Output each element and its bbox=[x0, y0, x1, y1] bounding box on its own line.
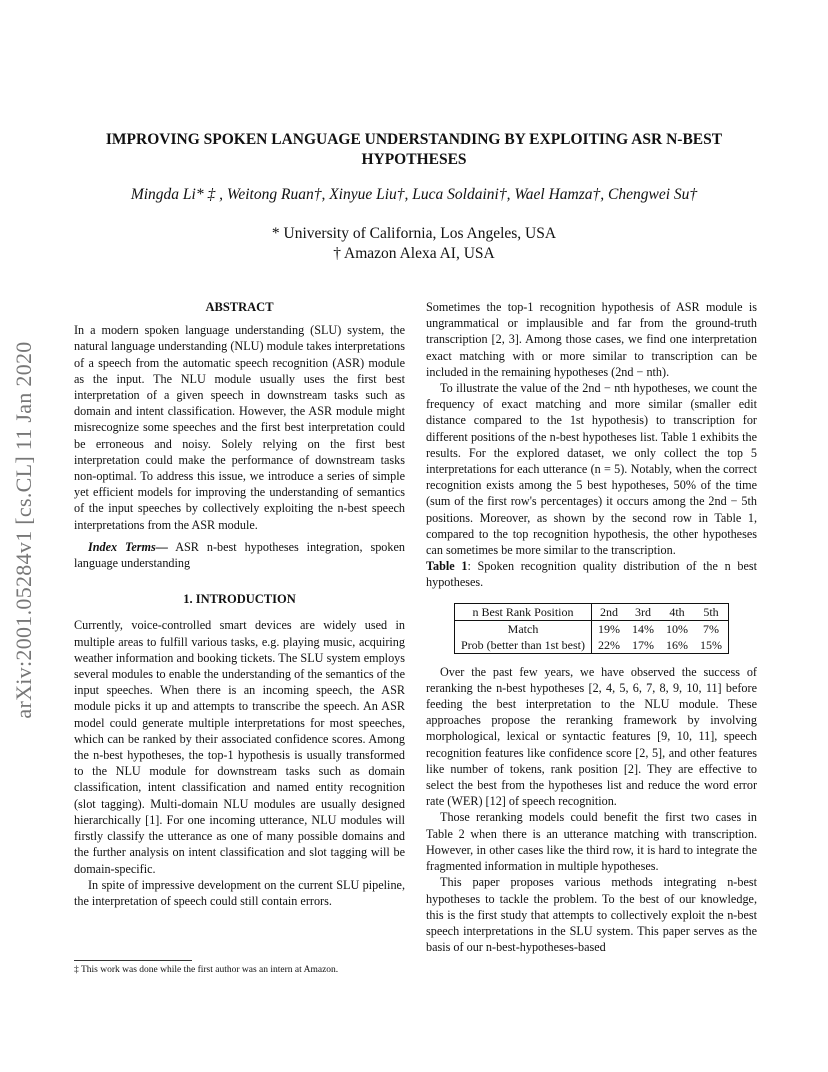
right-paragraph-5: This paper proposes various methods integrating n-best hypotheses to tackle the problem. To the best of our knowledge, this is the first study that attempts to collectively exploit the n-best speech interpretations in the SLU system. This paper serves as the basis of our n-best-hypotheses-based bbox=[426, 875, 757, 955]
paper-title: IMPROVING SPOKEN LANGUAGE UNDERSTANDING BY EXPLOITING ASR N-BEST HYPOTHESES bbox=[105, 131, 723, 168]
affiliation-amazon: † Amazon Alexa AI, USA bbox=[333, 245, 495, 262]
index-terms bbox=[74, 539, 405, 571]
index-terms-label: Index Terms— bbox=[88, 539, 168, 554]
intro-heading: 1. INTRODUCTION bbox=[183, 592, 296, 607]
table-header-cell: 4th bbox=[669, 604, 685, 619]
right-paragraph-2: To illustrate the value of the 2nd − nth hypotheses, we count the frequency of exact matching and more similar (smaller edit distance compared to the 1st hypothesis) to transcription for different positions of the n-best hypotheses list. Table 1 exhibits the results. For the explored dataset, we only collect the top 5 interpretations for each utterance (n = 5). Notably, when the correct recognition exists among the 5 best hypotheses, 50% of the time (sum of the first row's percentages) it occurs among the 2nd − 5th positions. Moreover, as shown by the second row in Table 1, compared to the top recognition hypothesis, the other hypotheses can sometimes be more similar to the transcription. bbox=[426, 381, 757, 558]
table-cell: 10% bbox=[665, 621, 688, 636]
table-cell: 16% bbox=[665, 637, 688, 652]
right-paragraph-1: Sometimes the top-1 recognition hypothesis of ASR module is ungrammatical or implausible and far from the ground-truth transcription [2, 3]. Among those cases, we find one interpretation exact matching with or more similar to transcription can be included in the remaining hypotheses (2nd − nth). bbox=[426, 300, 757, 379]
table-header-cell: n Best Rank Position bbox=[455, 603, 592, 620]
table-caption-label: Table 1 bbox=[426, 559, 468, 574]
table-header-cell: 2nd bbox=[599, 604, 618, 619]
table-cell: 17% bbox=[631, 637, 654, 652]
table-cell: 15% bbox=[699, 637, 722, 652]
table-cell: 22% bbox=[597, 637, 620, 652]
index-terms-text: ASR n-best hypotheses integration, spoken language understanding bbox=[74, 539, 405, 571]
table-row bbox=[455, 620, 729, 637]
abstract-heading: ABSTRACT bbox=[205, 300, 274, 314]
table-caption bbox=[426, 558, 757, 590]
right-paragraph-3: Over the past few years, we have observed the success of reranking the n-best hypotheses [2, 4, 5, 6, 7, 8, 9, 10, 11] before feeding the best interpretation to the NLU module. These approaches propose the reranking framework by involving morphological, lexical or syntactic features [9, 10, 11], speech recognition features like confidence score [2, 5], and other features like number of tokens, rank position [2]. They are effective to select the best from the hypotheses list and reduce the word error rate (WER) [12] of speech recognition. bbox=[426, 664, 757, 809]
intro-paragraph-2: In spite of impressive development on the current SLU pipeline, the interpretation of speech could still contain errors. bbox=[74, 877, 405, 908]
affiliation-ucla: * University of California, Los Angeles, USA bbox=[271, 225, 557, 242]
footnote-rule bbox=[74, 960, 192, 961]
table-header-cell: 3rd bbox=[634, 604, 651, 619]
table-cell: 7% bbox=[702, 621, 719, 636]
arxiv-identifier: arXiv:2001.05284v1 [cs.CL] 11 Jan 2020 bbox=[11, 341, 36, 719]
table-cell: Prob (better than 1st best) bbox=[455, 637, 592, 654]
left-column bbox=[74, 299, 405, 909]
author-list: Mingda Li* ‡ , Weitong Ruan†, Xinyue Liu†, Luca Soldaini†, Wael Hamza†, Chengwei Su† bbox=[130, 186, 698, 203]
right-column bbox=[426, 299, 757, 955]
table-caption-text: : Spoken recognition quality distribution of the n best hypotheses. bbox=[426, 559, 757, 590]
table-cell: 14% bbox=[631, 621, 654, 636]
intro-paragraph-1: Currently, voice-controlled smart devices are widely used in multiple areas to fulfill various tasks, e.g. playing music, acquiring weather information and booking tickets. The SLU system employs several modules to enable the understanding of the semantics of the input speeches. When there is an incoming speech, the ASR module picks it up and attempts to transcribe the speech. An ASR model could generate multiple interpretations for most speeches, which can be ranked by their associated confidence scores. Among the n-best hypotheses, the top-1 hypothesis is usually transformed to the NLU module for downstream tasks such as domain classification, intent classification and named entity recognition (slot tagging). Multi-domain NLU modules are usually designed hierarchically [1]. For one incoming utterance, NLU modules will firstly classify the utterance as one of many possible domains and the further analysis on intent classification and slot tagging will be domain-specific. bbox=[74, 618, 405, 876]
footnote: ‡ This work was done while the first author was an intern at Amazon. bbox=[74, 965, 339, 975]
right-paragraph-4: Those reranking models could benefit the first two cases in Table 2 when there is an utterance matching with transcription. However, in other cases like the third row, it is hard to integrate the fragmented information in multiple hypotheses. bbox=[426, 810, 757, 874]
table-row bbox=[455, 637, 729, 654]
table-header-cell: 5th bbox=[703, 604, 719, 619]
table-cell: 19% bbox=[597, 621, 620, 636]
table-header-row bbox=[455, 603, 729, 620]
results-table bbox=[454, 603, 729, 654]
abstract-text: In a modern spoken language understanding (SLU) system, the natural language understanding (NLU) module takes interpretations of a speech from the automatic speech recognition (ASR) module as the input. The NLU module usually uses the first best interpretation of a given speech in downstream tasks such as domain and intent classification. However, the ASR module might misrecognize some speeches and the first best interpretation could be erroneous and noisy. Solely relying on the first best interpretation could make the performance of downstream tasks non-optimal. To address this issue, we introduce a series of simple yet efficient models for improving the understanding of semantics of the input speeches by collectively exploiting the n-best speech interpretations from the ASR module. bbox=[74, 323, 405, 532]
table-cell: Match bbox=[455, 620, 592, 637]
